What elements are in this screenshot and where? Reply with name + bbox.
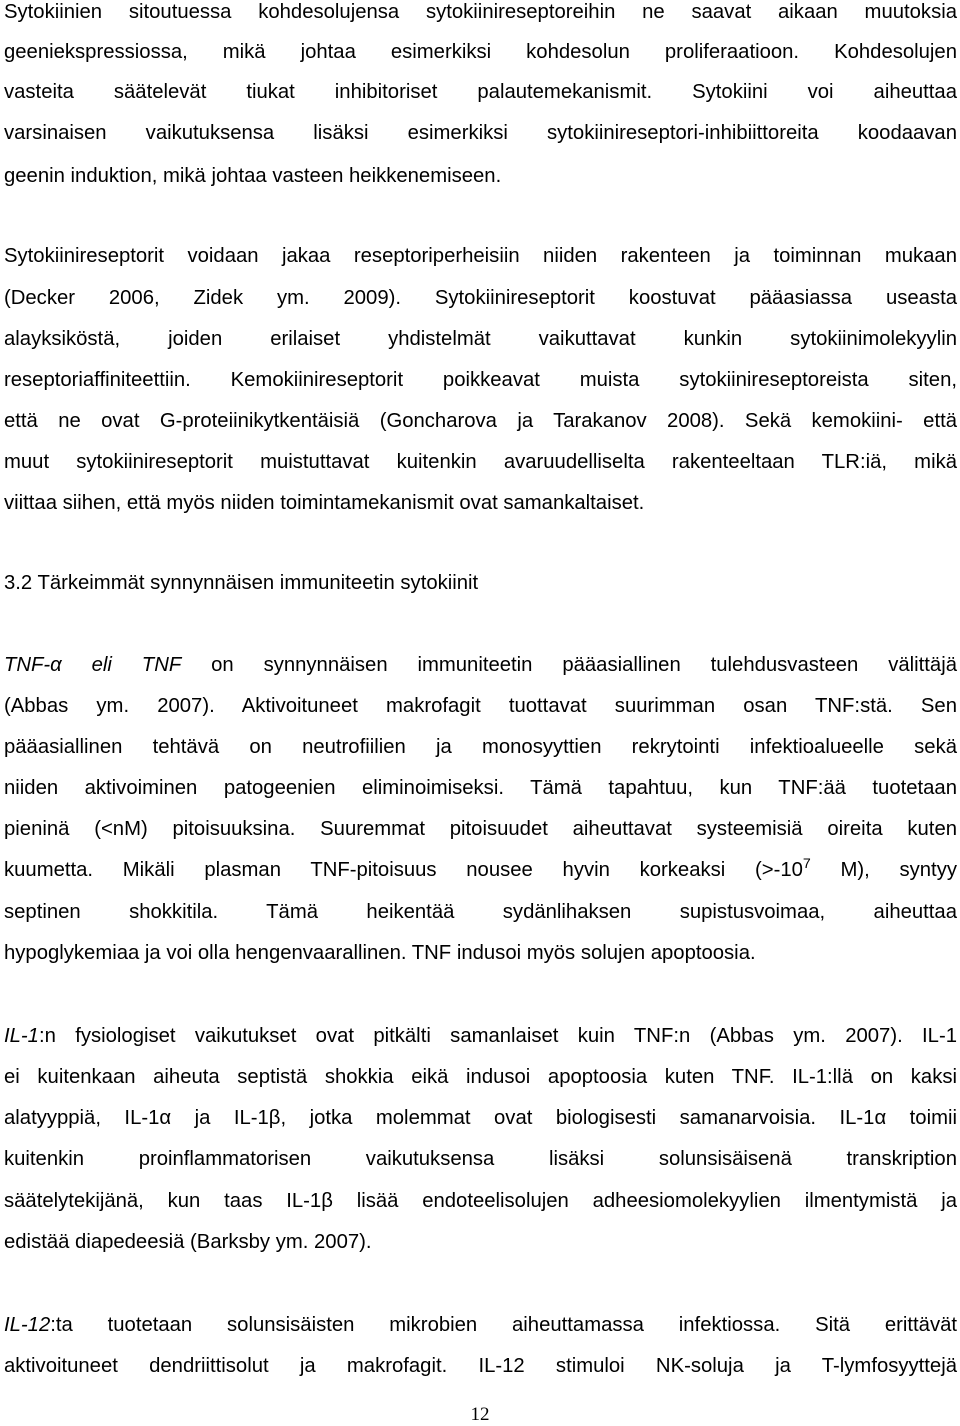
term-italic: IL-12 <box>4 1314 51 1336</box>
section-heading: 3.2 Tärkeimmät synnynnäisen immuniteetin sytokiinit <box>4 572 479 594</box>
text-line: TNF-α eli TNF on synnynnäisen immuniteetin pääasiallinen tulehdusvasteen välittäjä <box>4 654 957 676</box>
text-line: muut sytokiinireseptorit muistuttavat kuitenkin avaruudelliselta rakenteeltaan TLR:iä, mikä <box>4 451 957 473</box>
text-line: reseptoriaffiniteettiin. Kemokiinireseptorit poikkeavat muista sytokiinireseptoreista siten, <box>4 369 957 391</box>
text-line: että ne ovat G-proteiinikytkentäisiä (Goncharova ja Tarakanov 2008). Sekä kemokiini- että <box>4 410 957 432</box>
text-line: alatyyppiä, IL-1α ja IL-1β, jotka molemmat ovat biologisesti samanarvoisia. IL-1α toimii <box>4 1107 957 1129</box>
text-line: geenin induktion, mikä johtaa vasteen heikkenemiseen. <box>4 165 502 187</box>
text-line: (Abbas ym. 2007). Aktivoituneet makrofagit tuottavat suurimman osan TNF:stä. Sen <box>4 695 957 717</box>
text-line: viittaa siihen, että myös niiden toimintamekanismit ovat samankaltaiset. <box>4 492 645 514</box>
text-line: septinen shokkitila. Tämä heikentää sydänlihaksen supistusvoimaa, aiheuttaa <box>4 901 957 923</box>
term-italic: TNF-α eli TNF <box>4 654 182 676</box>
text-line: alayksiköstä, joiden erilaiset yhdistelmät vaikuttavat kunkin sytokiinimolekyylin <box>4 328 957 350</box>
text-line: aktivoituneet dendriittisolut ja makrofagit. IL-12 stimuloi NK-soluja ja T-lymfosyyttejä <box>4 1355 957 1377</box>
text-line: edistää diapedeesiä (Barksby ym. 2007). <box>4 1231 372 1253</box>
text-line: Sytokiinien sitoutuessa kohdesolujensa sytokiinireseptoreihin ne saavat aikaan muutoksia <box>4 1 957 23</box>
text-line: vasteita säätelevät tiukat inhibitoriset palautemekanismit. Sytokiini voi aiheuttaa <box>4 81 957 103</box>
text-line: ei kuitenkaan aiheuta septistä shokkia eikä indusoi apoptoosia kuten TNF. IL-1:llä on kaksi <box>4 1066 957 1088</box>
text-line: pieninä (<nM) pitoisuuksina. Suuremmat pitoisuudet aiheuttavat systeemisiä oireita kuten <box>4 818 957 840</box>
term-italic: IL-1 <box>4 1025 39 1047</box>
text-line: Sytokiinireseptorit voidaan jakaa reseptoriperheisiin niiden rakenteen ja toiminnan mukaan <box>4 245 957 267</box>
text-line: IL-1:n fysiologiset vaikutukset ovat pitkälti samanlaiset kuin TNF:n (Abbas ym. 2007). IL-1 <box>4 1025 957 1047</box>
text-line: IL-12:ta tuotetaan solunsisäisten mikrobien aiheuttamassa infektiossa. Sitä erittävät <box>4 1314 957 1336</box>
page-number: 12 <box>470 1404 490 1425</box>
text-line: geeniekspressiossa, mikä johtaa esimerkiksi kohdesolun proliferaatioon. Kohdesolujen <box>4 41 957 63</box>
text-line: kuitenkin proinflammatorisen vaikutuksensa lisäksi solunsisäisenä transkription <box>4 1148 957 1170</box>
text-line: niiden aktivoiminen patogeenien eliminoimiseksi. Tämä tapahtuu, kun TNF:ää tuotetaan <box>4 777 957 799</box>
text-line: (Decker 2006, Zidek ym. 2009). Sytokiinireseptorit koostuvat pääasiassa useasta <box>4 287 957 309</box>
text-line: pääasiallinen tehtävä on neutrofiilien ja monosyyttien rekrytointi infektioalueelle sekä <box>4 736 957 758</box>
text-line: hypoglykemiaa ja voi olla hengenvaarallinen. TNF indusoi myös solujen apoptoosia. <box>4 942 756 964</box>
text-line: säätelytekijänä, kun taas IL-1β lisää endoteelisolujen adheesiomolekyylien ilmentymistä ja <box>4 1190 957 1212</box>
superscript: 7 <box>802 856 811 873</box>
text-line: kuumetta. Mikäli plasman TNF-pitoisuus nousee hyvin korkeaksi ($>-10^7$ M), syntyy <box>4 856 957 881</box>
text-line: varsinaisen vaikutuksensa lisäksi esimerkiksi sytokiinireseptori-inhibiittoreita koodaavan <box>4 122 957 144</box>
